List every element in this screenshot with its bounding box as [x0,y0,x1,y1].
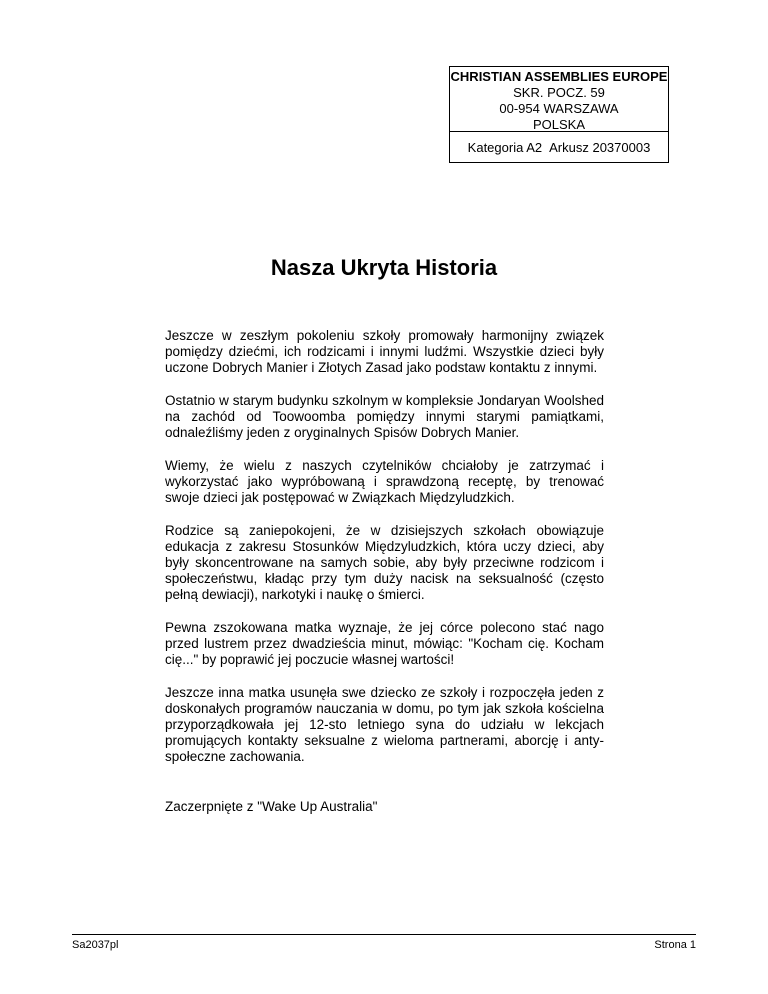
paragraph: Rodzice są zaniepokojeni, że w dzisiejszych szkołach obowiązuje edukacja z zakresu Stosunków Międzyludzkich, która uczy dzieci, aby były skoncentrowane na samych sobie, aby były przeciwne rodzicom i społeczeństwu, kładąc przy tym duży nacisk na seksualność (często pełną dewiacji), narkotyki i naukę o śmierci. [165,523,604,602]
paragraph: Pewna zszokowana matka wyznaje, że jej córce polecono stać nago przed lustrem przez dwadzieścia minut, mówiąc: "Kocham cię. Kocham cię..." by poprawić jej poczucie własnej wartości! [165,620,604,667]
page-number: Strona 1 [654,939,696,951]
sheet-number: Arkusz 20370003 [549,140,651,155]
paragraph: Wiemy, że wielu z naszych czytelników chciałoby je zatrzymać i wykorzystać jako wypróbowaną i sprawdzoną receptę, by trenować swoje dzieci jak postępować w Związkach Międzyludzkich. [165,458,604,505]
category-label: Kategoria A2 [467,140,543,155]
article-body [165,328,604,832]
document-code: Sa2037pl [72,939,119,951]
footer-divider [72,934,696,935]
paragraph: Jeszcze w zeszłym pokoleniu szkoły promowały harmonijny związek pomiędzy dziećmi, ich rodzicami i innymi ludźmi. Wszystkie dzieci były uczone Dobrych Manier i Złotych Zasad jako podstaw kontaktu z innymi. [165,328,604,375]
address-line: POLSKA [532,117,586,132]
paragraph: Jeszcze inna matka usunęła swe dziecko ze szkoły i rozpoczęła jeden z doskonałych programów nauczania w domu, po tym jak szkoła kościelna przyporządkowała jej 12-sto letniego syna do udziału w lekcjach promujących kontakty seksualne z wieloma partnerami, aborcję i anty-społeczne zachowania. [165,685,604,764]
source-attribution: Zaczerpnięte z "Wake Up Australia" [165,799,378,814]
address-line: SKR. POCZ. 59 [513,85,605,100]
address-block [450,67,668,133]
category-line [450,140,668,156]
paragraph: Ostatnio w starym budynku szkolnym w kompleksie Jondaryan Woolshed na zachód od Toowoomba pomiędzy innymi starymi pamiątkami, odnaleźliśmy jeden z oryginalnych Spisów Dobrych Manier. [165,393,604,440]
address-line: 00-954 WARSZAWA [499,101,619,116]
header-divider [450,131,668,132]
page-title: Nasza Ukryta Historia [270,255,498,280]
header-box [449,66,669,163]
organization-name: CHRISTIAN ASSEMBLIES EUROPE [450,69,668,84]
